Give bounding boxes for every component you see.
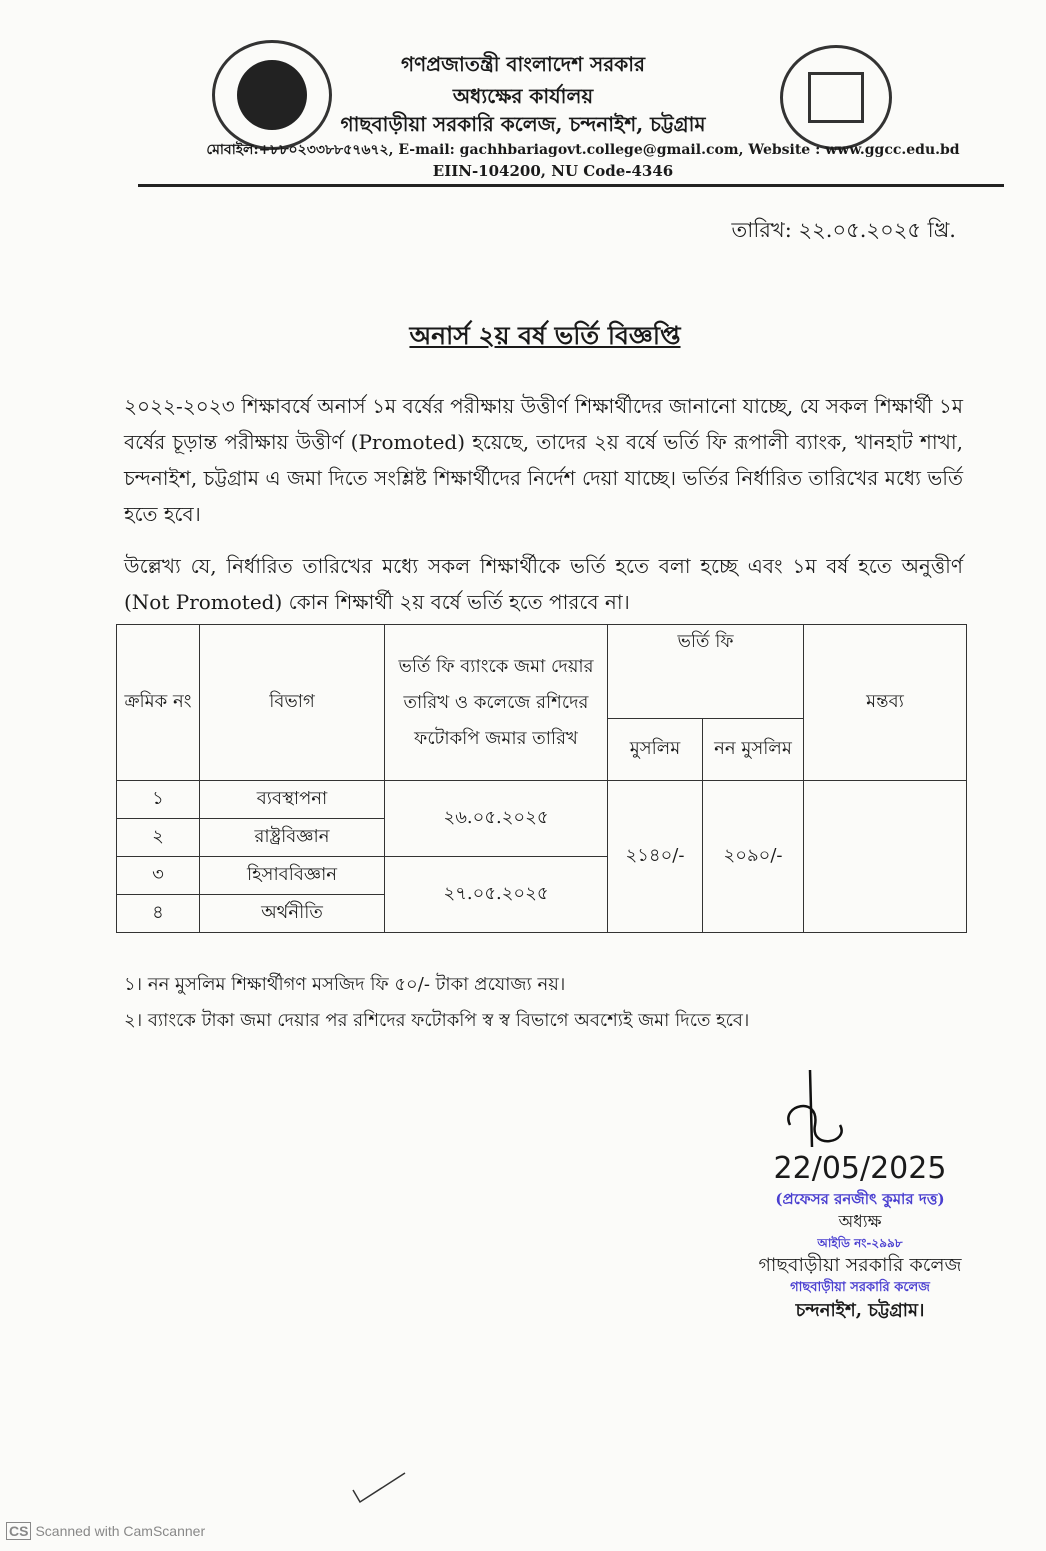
signature-scribble <box>760 1065 880 1150</box>
header-date: ভর্তি ফি ব্যাংকে জমা দেয়ার তারিখ ও কলেজে রশিদের ফটোকপি জমার তারিখ <box>385 625 608 781</box>
cell-serial: ১ <box>117 781 200 819</box>
stamp-name: (প্রফেসর রনজীৎ কুমার দত্ত) <box>775 1190 945 1208</box>
cell-remarks <box>804 781 967 933</box>
table-row <box>117 781 967 819</box>
notice-date: তারিখ: ২২.০৫.২০২৫ খ্রি. <box>731 218 956 242</box>
college-name: গাছবাড়ীয়া সরকারি কলেজ <box>758 1254 962 1276</box>
cell-serial: ২ <box>117 819 200 857</box>
note-2: ২। ব্যাংকে টাকা জমা দেয়ার পর রশিদের ফটোকপি স্ব স্ব বিভাগে অবশ্যেই জমা দিতে হবে। <box>124 1010 750 1031</box>
cell-date: ২৭.০৫.২০২৫ <box>385 857 608 933</box>
header-college: গাছবাড়ীয়া সরকারি কলেজ, চন্দনাইশ, চট্টগ্রাম <box>340 112 706 136</box>
cell-department: রাষ্ট্রবিজ্ঞান <box>200 819 385 857</box>
stamp-id: আইডি নং-২৯৯৮ <box>817 1236 903 1250</box>
cell-department: হিসাববিজ্ঞান <box>200 857 385 895</box>
header-contact: মোবাইল:+৮৮০২৩৩৮৮৫৭৬৭২, E-mail: gachhbariagovt.college@gmail.com, Website : www.ggcc.edu.bd <box>206 142 960 158</box>
header-muslim: মুসলিম <box>608 719 703 781</box>
header-non-muslim: নন মুসলিম <box>703 719 804 781</box>
header-department: বিভাগ <box>200 625 385 781</box>
cell-fee-non-muslim: ২০৯০/- <box>703 781 804 933</box>
header-office: অধ্যক্ষের কার্যালয় <box>452 84 594 108</box>
cell-department: অর্থনীতি <box>200 895 385 933</box>
cell-serial: ৪ <box>117 895 200 933</box>
notice-body <box>116 388 967 1039</box>
check-mark <box>350 1470 410 1510</box>
cell-department: ব্যবস্থাপনা <box>200 781 385 819</box>
watermark-text: Scanned with CamScanner <box>35 1523 206 1539</box>
location: চন্দনাইশ, চট্টগ্রাম। <box>795 1300 925 1321</box>
camscanner-logo-icon: CS <box>6 1522 31 1540</box>
camscanner-watermark <box>6 1522 205 1540</box>
cell-fee-muslim: ২১৪০/- <box>608 781 703 933</box>
stamp-college: গাছবাড়ীয়া সরকারি কলেজ <box>790 1280 930 1295</box>
paragraph-2: উল্লেখ্য যে, নির্ধারিত তারিখের মধ্যে সকল শিক্ষার্থীকে ভর্তি হতে বলা হচ্ছে এবং ১ম বর্ষ হতে অনুত্তীর্ণ (Not Promoted) কোন শিক্ষার্থী ২য় বর্ষে ভর্তি হতে পারবে না। <box>124 554 963 614</box>
signature-block <box>700 1150 1020 1324</box>
cell-serial: ৩ <box>117 857 200 895</box>
admission-fee-table <box>116 624 967 933</box>
header-remarks: মন্তব্য <box>804 625 967 781</box>
notice-title: অনার্স ২য় বর্ষ ভর্তি বিজ্ঞপ্তি <box>409 321 681 350</box>
header-serial: ক্রমিক নং <box>117 625 200 781</box>
header-government: গণপ্রজাতন্ত্রী বাংলাদেশ সরকার <box>401 52 645 76</box>
note-1: ১। নন মুসলিম শিক্ষার্থীগণ মসজিদ ফি ৫০/- টাকা প্রযোজ্য নয়। <box>124 974 566 995</box>
designation: অধ্যক্ষ <box>838 1212 882 1232</box>
paragraph-1: ২০২২-২০২৩ শিক্ষাবর্ষে অনার্স ১ম বর্ষের পরীক্ষায় উত্তীর্ণ শিক্ষার্থীদের জানানো যাচ্ছে, যে সকল শিক্ষার্থী ১ম বর্ষের চূড়ান্ত পরীক্ষায় উত্তীর্ণ (Promoted) হয়েছে, তাদের ২য় বর্ষে ভর্তি ফি রূপালী ব্যাংক, খানহাট শাখা, চন্দনাইশ, চট্টগ্রাম এ জমা দিতে সংশ্লিষ্ট শিক্ষার্থীদের নির্দেশ দেয়া যাচ্ছে। ভর্তির নির্ধারিত তারিখের মধ্যে ভর্তি হতে হবে। <box>124 394 963 526</box>
header-codes: EIIN-104200, NU Code-4346 <box>432 162 674 180</box>
header-divider <box>138 184 1004 187</box>
cell-date: ২৬.০৫.২০২৫ <box>385 781 608 857</box>
handwritten-date: 22/05/2025 <box>773 1151 947 1186</box>
header-fee: ভর্তি ফি <box>608 625 804 719</box>
